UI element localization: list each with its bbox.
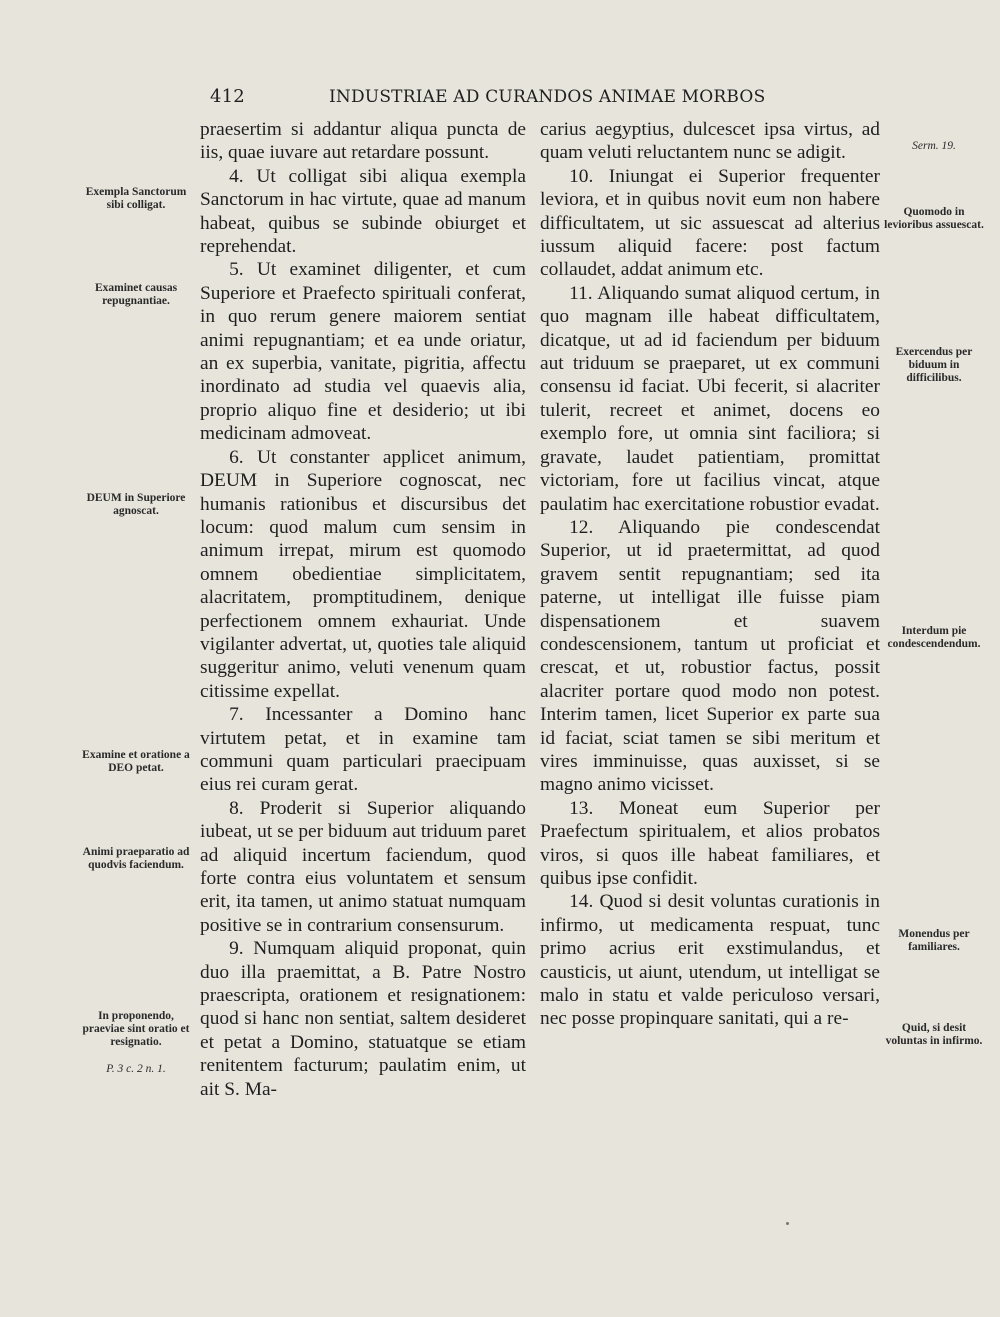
margin-note: Animi praeparatio ad quodvis faciendum.: [82, 846, 190, 871]
margin-note: Monendus per familiares.: [898, 928, 970, 953]
margin-note: Examinet causas repugnantiae.: [94, 282, 178, 307]
margin-reference: P. 3 c. 2 n. 1.: [106, 1063, 166, 1075]
paragraph: 11. Aliquando sumat aliquod certum, in quo magnam ille habeat difficultatem, dicatque, ut ad id faciendum per biduum aut triduum se praeparet, ut ex communi consensu id faciat. Ubi fecerit, si alacriter tulerit, recreet et animet, docens eo exemplo fore, ut omnia sint faciliora; si gravate, laudet patientiam, promittat victoriam, fore ut facilius vincat, atque paulatim hac exercitatione robustior evadat.: [540, 282, 880, 515]
margin-note: Quid, si desit voluntas in infirmo.: [885, 1022, 983, 1047]
margin-note: Examine et oratione a DEO petat.: [82, 749, 190, 774]
paragraph: 6. Ut constanter applicet animum, DEUM in Superiore cognoscat, nec humanis rationibus et discursibus det locum: quod malum cum sensim in animum irrepat, mirum est quomodo omnem obedientiae simplicitatem, alacritatem, promptitudinem, denique perfectionem omnem exhauriat. Unde vigilanter advertat, ut, quoties tale aliquid suggeritur animo, veluti venenum quam citissime expellat.: [200, 446, 526, 702]
paragraph: 13. Moneat eum Superior per Praefectum spiritualem, et alios probatos viros, si quos ille habeat familiares, et quibus ipse confidit.: [540, 797, 880, 889]
margin-note: Interdum pie condescendendum.: [887, 625, 981, 650]
margin-note: Quomodo in levioribus assuescat.: [884, 206, 984, 231]
right-text-column: [540, 118, 880, 1031]
paragraph: 5. Ut examinet diligenter, et cum Superiore et Praefecto spirituali conferat, in quo rerum genere maiorem sentiat animi repugnantiam; et ea unde oriatur, an ex superbia, vanitate, pigritia, affectu inordinato ad studia vel quaevis alia, proprio aliquo fine et desiderio; ut ibi medicinam admoveat.: [200, 259, 526, 445]
ink-speck: [786, 1222, 789, 1225]
paragraph: carius aegyptius, dulcescet ipsa virtus, ad quam veluti reluctantem nunc se adigit.: [540, 119, 880, 164]
margin-note: In proponendo, praeviae sint oratio et resignatio.: [82, 1010, 190, 1048]
left-text-column: [200, 118, 526, 1101]
paragraph: praesertim si addantur aliqua puncta de iis, quae iuvare aut retardare possunt.: [200, 119, 526, 164]
paragraph: 9. Numquam aliquid proponat, quin duo illa praemittat, a B. Patre Nostro praescripta, orationem et resignationem: quod si hanc non sentiat, saltem desideret et petat a Domino, statuatque se etiam renitentem facturum; paulatim enim, ut ait S. Ma-: [200, 938, 526, 1100]
margin-note: Exercendus per biduum in difficilibus.: [895, 346, 973, 384]
paragraph: 12. Aliquando pie condescendat Superior, ut id praetermittat, ad quod gravem sentit repugnantiam; sed ita paterne, ut intelligat ille fuisse piam dispensationem et suavem condescensionem, tantum ut proficiat et crescat, et ut, robustior factus, possit alacriter portare quod modo non potest. Interim tamen, licet Superior ex parte sua id faciat, sciat tamen se sibi meritum et vires imminuisse, quas auxisset, si se magno animo vicisset.: [540, 516, 880, 796]
paragraph: 8. Proderit si Superior aliquando iubeat, ut se per biduum aut triduum paret ad aliquid incertum faciendum, quod forte contra eius voluntatem et sensum erit, ita tamen, ut animo statuat numquam positive se in contrarium consensurum.: [200, 797, 526, 936]
margin-note: Exempla Sanctorum sibi colligat.: [85, 186, 187, 211]
page-header: [210, 86, 885, 107]
paragraph: 10. Iniungat ei Superior frequenter leviora, et in quibus novit eum non habere difficultatem, ut sic assuescat ad alterius iussum aliquid facere: post factum collaudet, addat animum etc.: [540, 165, 880, 281]
paragraph: 7. Incessanter a Domino hanc virtutem petat, et in examine tam communi quam particulari praecipuam eius rei curam gerat.: [200, 704, 526, 796]
paragraph: 4. Ut colligat sibi aliqua exempla Sanctorum in hac virtute, quae ad manum habeat, quibus se subinde obiurget et reprehendat.: [200, 165, 526, 258]
running-title: INDUSTRIAE AD CURANDOS ANIMAE MORBOS: [328, 87, 766, 107]
page-number: 412: [210, 86, 245, 107]
margin-reference: Serm. 19.: [912, 140, 956, 152]
margin-note: DEUM in Superiore agnoscat.: [86, 492, 186, 517]
paragraph: 14. Quod si desit voluntas curationis in infirmo, ut medicamenta respuat, tunc primo acrius erit exstimulandus, et causticis, ut aiunt, utendum, ut intelligat se malo in statu et valde periculoso versari, nec posse propinquare sanitati, qui a re-: [540, 891, 880, 1030]
